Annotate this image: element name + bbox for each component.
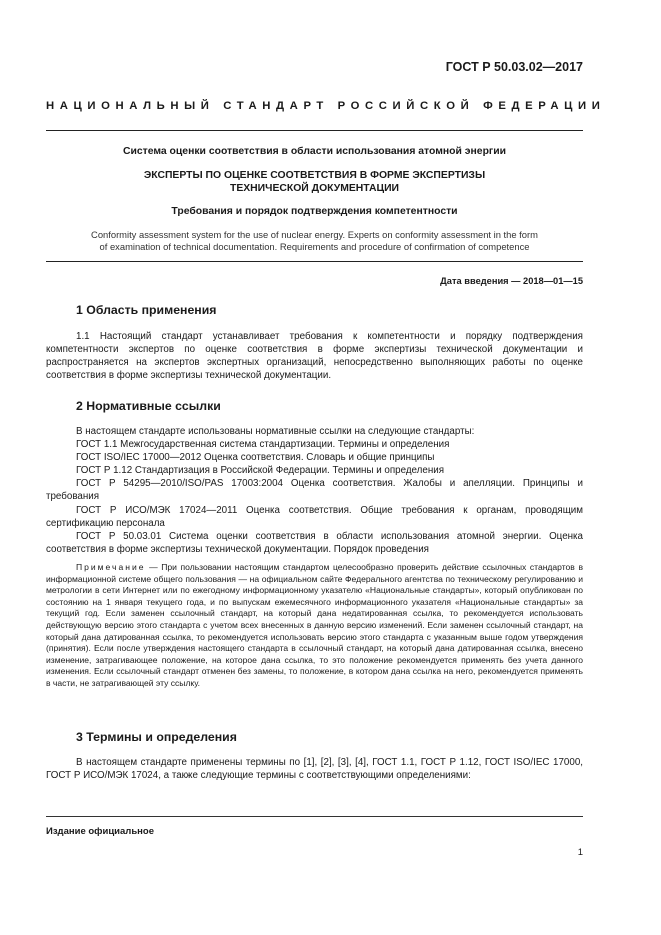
subtitle: Требования и порядок подтверждения компетентности — [171, 206, 458, 217]
normative-note — [46, 562, 583, 690]
reference-item: ГОСТ Р 1.12 Стандартизация в Российской Федерации. Термины и определения — [76, 465, 445, 477]
section-3-heading: 3 Термины и определения — [76, 730, 237, 744]
english-title-line1: Conformity assessment system for the use of nuclear energy. Experts on conformity assessment in the form — [91, 229, 538, 240]
page-number: 1 — [577, 847, 583, 858]
section-2-heading: 2 Нормативные ссылки — [76, 399, 221, 413]
english-title-line2: of examination of technical documentation. Requirements and procedure of confirmation of competence — [99, 240, 530, 252]
section-3-paragraph: В настоящем стандарте применены термины по [1], [2], [3], [4], ГОСТ 1.1, ГОСТ Р 1.12, ГОСТ ISO/IEC 17000, ГОСТ Р ИСО/МЭК 17024, а также следующие термины с соответствующими определениями: — [46, 757, 583, 782]
section-3-body — [46, 756, 583, 782]
main-title — [46, 169, 583, 195]
introduction-date: Дата введения — 2018—01—15 — [440, 276, 583, 286]
header-divider — [46, 130, 583, 131]
main-title-line2: ТЕХНИЧЕСКОЙ ДОКУМЕНТАЦИИ — [229, 183, 400, 194]
reference-item: ГОСТ Р ИСО/МЭК 17024—2011 Оценка соответствия. Общие требования к органам, проводящим сертификацию персонала — [46, 504, 583, 529]
main-title-line1: ЭКСПЕРТЫ ПО ОЦЕНКЕ СООТВЕТСТВИЯ В ФОРМЕ ЭКСПЕРТИЗЫ — [143, 170, 486, 181]
reference-item: ГОСТ ISO/IEC 17000—2012 Оценка соответствия. Словарь и общие принципы — [76, 452, 435, 464]
reference-item: ГОСТ Р 54295—2010/ISO/PAS 17003:2004 Оценка соответствия. Жалобы и апелляции. Принципы и требования — [46, 478, 583, 503]
section-1-paragraph: 1.1 Настоящий стандарт устанавливает требования к компетентности и порядку подтверждения компетентности экспертов по оценке соответствия в форме экспертизы технической документации и распространяется на экспертов экспертных организаций, непосредственно выполняющих работы по оценке соответствия в форме экспертизы технической документации. — [46, 331, 583, 382]
system-title: Система оценки соответствия в области использования атомной энергии — [122, 146, 507, 157]
note-label: Примечание — [76, 562, 146, 572]
section-1-body — [46, 330, 583, 382]
reference-item: ГОСТ Р 50.03.01 Система оценки соответствия в области использования атомной энергии. Оценка соответствия в форме экспертизы технической документации. Порядок проведения — [46, 530, 583, 555]
section-2-intro: В настоящем стандарте использованы нормативные ссылки на следующие стандарты: — [76, 426, 475, 437]
footer-divider — [46, 816, 583, 817]
title-divider — [46, 261, 583, 262]
reference-item: ГОСТ 1.1 Межгосударственная система стандартизации. Термины и определения — [76, 439, 450, 451]
note-text: — При пользовании настоящим стандартом целесообразно проверить действие ссылочных стандартов в информационной системе общего пользования — на официальном сайте Федерального агентства по техническому регулированию и метрологии в сети Интернет или по ежегодному информационному указателю «Национальные стандарты», который опубликован по состоянию на 1 января текущего года, и по выпускам ежемесячного информационного указателя «Национальные стандарты» за текущий год. Если заменен ссылочный стандарт, на который дана недатированная ссылка, то рекомендуется использовать действующую версию этого стандарта с учетом всех внесенных в данную версию изменений. Если заменен ссылочный стандарт, на который дана датированная ссылка, то рекомендуется использовать версию этого стандарта с указанным выше годом утверждения (принятия). Если после утверждения настоящего стандарта в ссылочный стандарт, на который дана датированная ссылка, внесено изменение, затрагивающее положение, на которое дана ссылка, то это положение рекомендуется применять без учета данного изменения. Если ссылочный стандарт отменен без замены, то положение, в котором дана ссылка на него, рекомендуется применять в части, не затрагивающей эту ссылку. — [46, 562, 583, 688]
section-1-heading: 1 Область применения — [76, 303, 217, 317]
edition-label: Издание официальное — [46, 826, 154, 837]
national-standard-banner: НАЦИОНАЛЬНЫЙ СТАНДАРТ РОССИЙСКОЙ ФЕДЕРАЦИИ — [46, 100, 606, 112]
english-title — [46, 229, 583, 252]
standard-code: ГОСТ Р 50.03.02—2017 — [445, 60, 583, 74]
section-2-body — [46, 425, 583, 556]
